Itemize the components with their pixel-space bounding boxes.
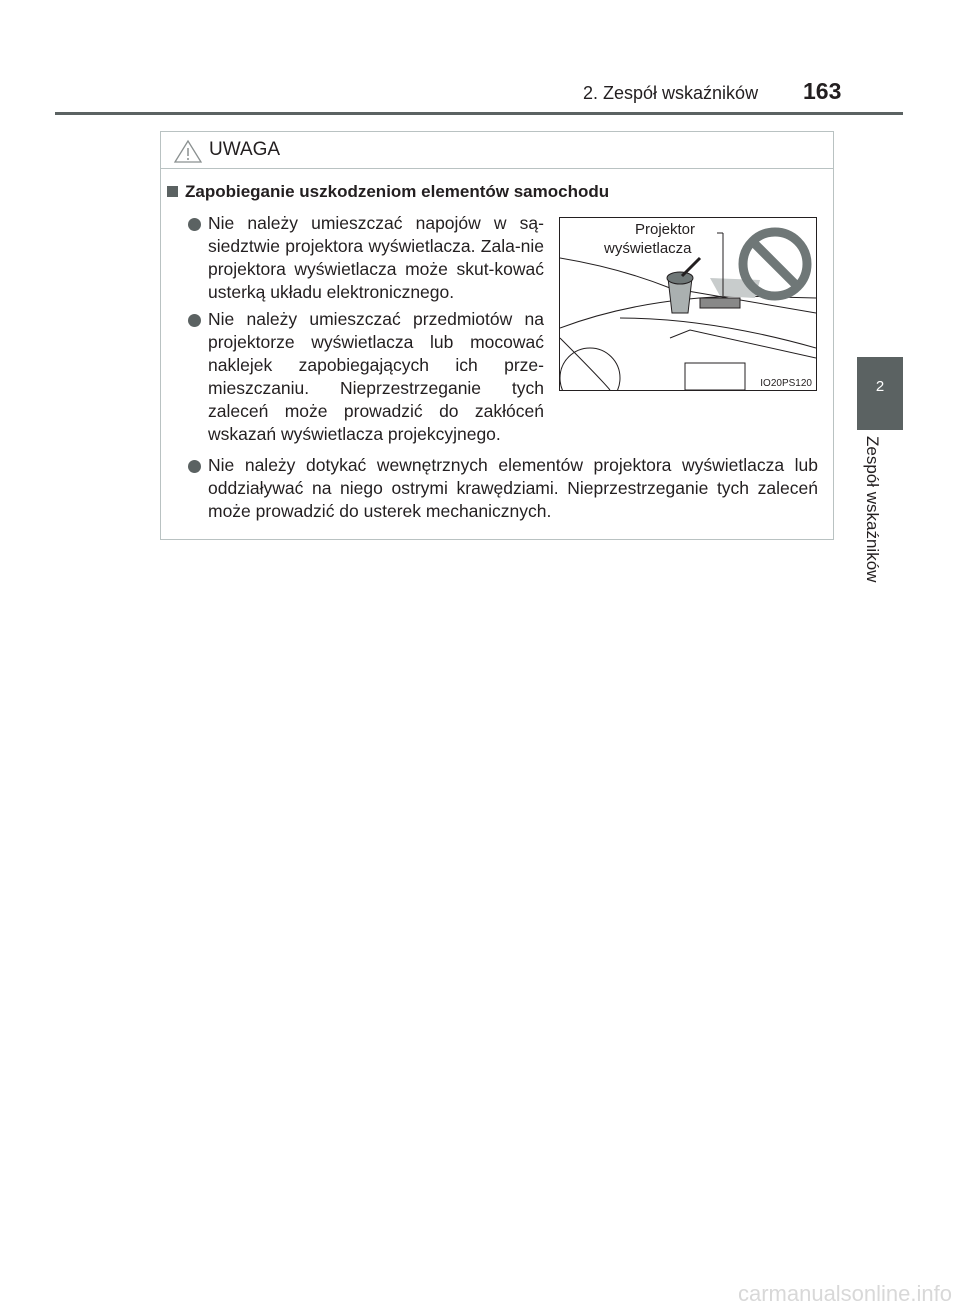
bullet-text: Nie należy dotykać wewnętrznych elementów projektora wyświetlacza lub oddziaływać na niego ostrymi krawędziami. Nieprzestrzeganie tych zaleceń może prowadzić do usterek mechanicznych. xyxy=(208,455,818,521)
bullet-text: Nie należy umieszczać przedmiotów na projektorze wyświetlacza lub mocować naklejek zapobiegających ich prze-mieszczaniu. Nieprzestrzeganie tych zaleceń może prowadzić do zakłóceń wskazań wyświetlacza projekcyjnego. xyxy=(208,309,544,444)
figure-code: IO20PS120 xyxy=(760,378,812,389)
bullet-icon xyxy=(188,314,201,327)
bullet-icon xyxy=(188,460,201,473)
square-bullet-icon xyxy=(167,186,178,197)
chapter-title: 2. Zespół wskaźników xyxy=(583,83,759,103)
watermark: carmanualsonline.info xyxy=(737,1281,952,1306)
bullet-icon xyxy=(188,218,201,231)
figure-label-1: Projektor xyxy=(635,221,696,238)
header-rule xyxy=(55,112,903,115)
page-number: 163 xyxy=(803,78,842,104)
caution-box xyxy=(160,131,834,540)
caution-title: UWAGA xyxy=(209,139,281,160)
illustration xyxy=(559,217,817,391)
chapter-side-label: Zespół wskaźników xyxy=(863,436,882,583)
chapter-tab: 2 xyxy=(857,357,903,430)
figure-label-2: wyświetlacza xyxy=(604,240,692,257)
bullet-text: Nie należy umieszczać napojów w są-siedztwie projektora wyświetlacza. Zala-nie projektora wyświetlacza może skut-kować usterką układu elektronicznego. xyxy=(208,213,544,302)
caution-subheading xyxy=(167,182,609,202)
subheading-text: Zapobieganie uszkodzeniom elementów samochodu xyxy=(185,182,610,201)
warning-icon xyxy=(173,139,203,164)
caution-header xyxy=(161,132,833,169)
